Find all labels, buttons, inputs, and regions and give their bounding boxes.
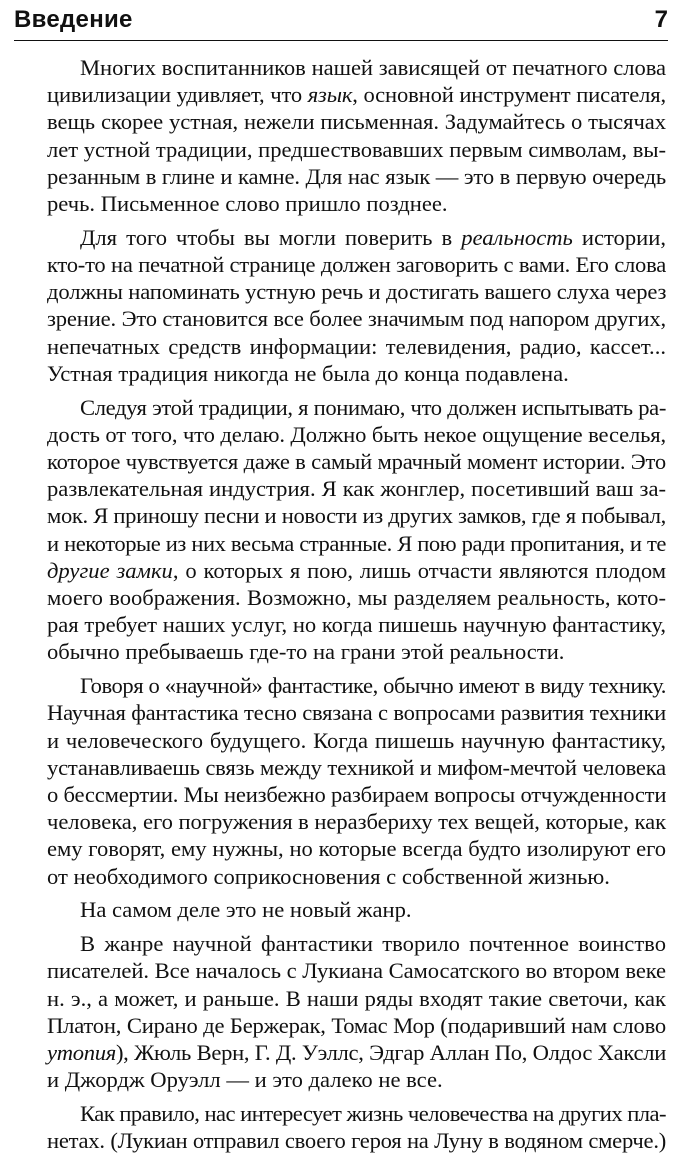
running-header <box>14 4 668 41</box>
text-line: обычно пребываешь где-то на грани этой реальности. <box>47 639 565 665</box>
italic-term: утопия <box>47 1040 116 1066</box>
text-line: устанавливаешь связь между техникой и мифом-мечтой человека <box>47 754 666 780</box>
text-line: рая требует наших услуг, но когда пишешь научную фантастику, <box>47 612 666 638</box>
text-line: н. э., а может, и раньше. В наши ряды входят такие светочи, как <box>47 985 666 1011</box>
text-line: цивилизации удивляет, что язык, основной инструмент писателя, <box>47 82 666 108</box>
text-line: о бессмертии. Мы неизбежно разбираем вопросы отчужденности <box>47 782 667 808</box>
text-line: кто-то на печатной странице должен заговорить с вами. Его слова <box>47 252 666 278</box>
paragraph <box>14 54 666 217</box>
paragraph <box>14 1100 666 1154</box>
text-line: человека, его погружения в неразбериху тех вещей, которые, как <box>47 809 667 835</box>
italic-term: другие замки <box>47 557 173 583</box>
text-line: Говоря о «научной» фантастике, обычно имеют в виду технику. <box>80 673 666 699</box>
text-line: Научная фантастика тесно связана с вопросами развития техники <box>47 700 666 726</box>
text-line: и человеческого будущего. Когда пишешь научную фантастику, <box>47 727 666 753</box>
text-line: На самом деле это не новый жанр. <box>80 897 412 923</box>
italic-term: язык <box>307 82 353 108</box>
page-number: 7 <box>654 6 668 33</box>
text-line: ему говорят, ему нужны, но которые всегда будто изолируют его <box>47 836 666 862</box>
text-line: Как правило, нас интересует жизнь человечества на других пла- <box>80 1101 666 1127</box>
text-line: мок. Я приношу песни и новости из других замков, где я побывал, <box>47 503 666 529</box>
text-line: писателей. Все началось с Лукиана Самосатского во втором веке <box>47 958 666 984</box>
text-line: резанным в глине и камне. Для нас язык — это в первую очередь <box>47 163 666 189</box>
text-line: моего воображения. Возможно, мы разделяем реальность, кото- <box>47 585 666 611</box>
text-line: Многих воспитанников нашей зависящей от печатного слова <box>80 55 666 80</box>
text-line: Следуя этой традиции, я понимаю, что должен испытывать ра- <box>80 394 666 420</box>
text-line: которое чувствуется даже в самый мрачный момент истории. Это <box>47 449 666 475</box>
text-line: и некоторые из них весьма странные. Я пою ради пропитания, и те <box>47 530 666 556</box>
text-line: должны напоминать устную речь и достигать вашего слуха через <box>47 279 667 305</box>
text-line: вещь скорее устная, нежели письменная. Задумайтесь о тысячах <box>47 109 666 135</box>
text-line: развлекательная индустрия. Я как жонглер, посетивший ваш за- <box>47 476 666 502</box>
text-line: и Джордж Оруэлл — и это далеко не все. <box>47 1067 443 1093</box>
text-line: Для того чтобы вы могли поверить в реальность истории, <box>80 224 666 250</box>
text-line: нетах. (Лукиан отправил своего героя на Луну в водяном смерче.) <box>47 1128 666 1154</box>
text-line: Устная традиция никогда не была до конца подавлена. <box>47 360 569 386</box>
text-line: другие замки, о которых я пою, лишь отчасти являются плодом <box>47 557 666 583</box>
paragraph <box>14 672 666 890</box>
text-line: лет устной традиции, предшествовавших первым символам, вы- <box>47 136 666 162</box>
italic-term: реальность <box>461 224 573 250</box>
text-line: В жанре научной фантастики творило почтенное воинство <box>80 931 666 957</box>
paragraph <box>14 896 666 923</box>
text-line: непечатных средств информации: телевидения, радио, кассет... <box>47 333 666 359</box>
text-line: от необходимого соприкосновения с собственной жизнью. <box>47 863 610 889</box>
text-line: Платон, Сирано де Бержерак, Томас Мор (подаривший нам слово <box>47 1012 666 1038</box>
text-line: зрение. Это становится все более значимым под напором других, <box>47 306 666 332</box>
paragraph <box>14 930 666 1093</box>
text-line: утопия), Жюль Верн, Г. Д. Уэллс, Эдгар Аллан По, Олдос Хаксли <box>47 1040 666 1066</box>
text-line: речь. Письменное слово пришло позднее. <box>47 191 448 217</box>
chapter-title: Введение <box>14 6 133 33</box>
paragraph <box>14 394 666 666</box>
paragraph <box>14 224 666 387</box>
body-text <box>14 54 666 1154</box>
text-line: дость от того, что делаю. Должно быть некое ощущение веселья, <box>47 421 666 447</box>
